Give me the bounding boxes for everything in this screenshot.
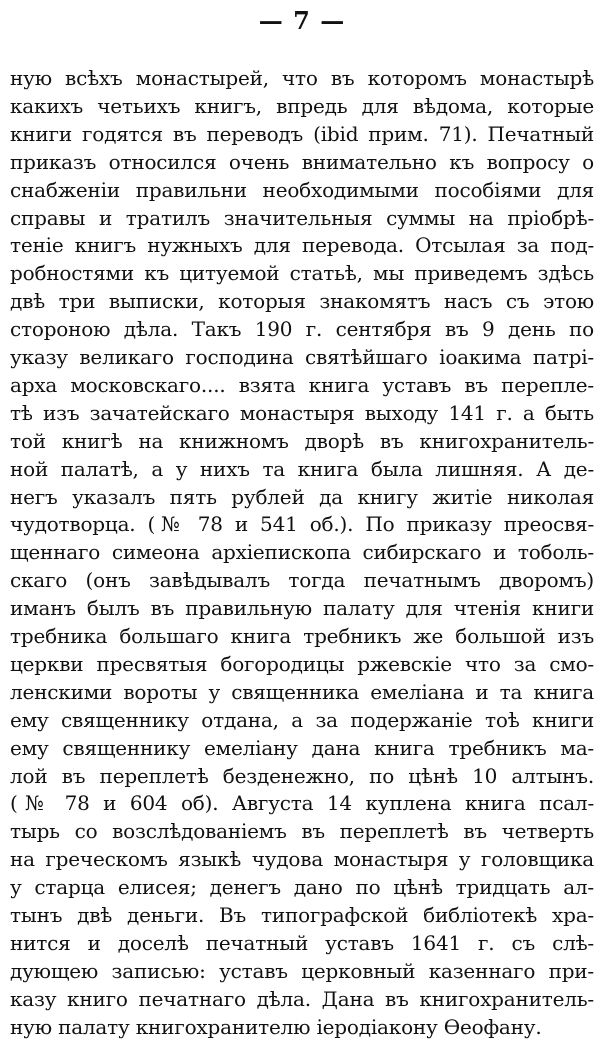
text-line: той книгѣ на книжномъ дворѣ въ книгохранитель- [10, 428, 594, 453]
text-line: тынъ двѣ деньги. Въ типографской библіотекѣ хра- [10, 903, 594, 927]
text-line: стороною дѣла. Такъ 190 г. сентября въ 9 день по [10, 317, 594, 342]
text-line: иманъ былъ въ правильную палату для чтенія книги [10, 596, 594, 621]
text-line: теніе книгъ нужныхъ для перевода. Отсылая за под- [10, 233, 594, 258]
text-line: скаго (онъ завѣдывалъ тогда печатнымъ дворомъ) [10, 568, 594, 593]
text-line: щеннаго симеона архіепископа сибирскаго и тоболь- [10, 540, 594, 565]
text-line: ную палату книгохранителю іеродіакону Ѳеофану. [10, 1014, 542, 1039]
text-line: ной палатѣ, а у нихъ та книга была лишняя. А де- [10, 456, 594, 481]
text-line: ему священнику емеліану дана книга требникъ ма- [10, 735, 594, 760]
text-line: у старца елисея; денегъ дано по цѣнѣ тридцать ал- [10, 875, 594, 900]
text-line: дующею записью: уставъ церковный казеннаго при- [10, 958, 594, 983]
text-line: справы и тратилъ значительныя суммы на пріобрѣ- [10, 205, 594, 230]
text-line: арха московскаго.... взята книга уставъ въ переплe- [10, 372, 594, 397]
text-line: тырь со возслѣдованіемъ въ переплетѣ въ четверть [10, 819, 594, 844]
text-line: приказъ относился очень внимательно къ вопросу о [10, 149, 594, 174]
text-line: тѣ изъ зачатейскаго монастыря выходу 141 г. а быть [10, 400, 594, 425]
text-line: на греческомъ языкѣ чудова монастыря у головщика [10, 847, 594, 872]
text-line: нится и доселѣ печатный уставъ 1641 г. съ слѣ- [10, 930, 594, 955]
page-number: — 7 — [258, 6, 346, 35]
text-line: (№ 78 и 604 об). Августа 14 куплена книга псал- [10, 791, 594, 816]
text-line: ную всѣхъ монастырей, что въ которомъ монастырѣ [10, 66, 594, 90]
text-line: робностями къ цитуемой статьѣ, мы приведемъ здѣсь [10, 261, 594, 286]
text-line: указу великаго господина святѣйшаго іоакима патрі- [10, 345, 594, 369]
text-line: казу книго печатнаго дѣла. Дана въ книгохранитель- [10, 986, 594, 1011]
text-line: книги годятся въ переводъ (ibid прим. 71). Печатный [10, 121, 594, 146]
text-line: ему священнику отдана, а за подержаніе тоѣ книги [10, 707, 594, 732]
text-line: негъ указалъ пять рублей да книгу житіе николая [10, 484, 594, 509]
text-line: какихъ четьихъ книгъ, впредь для вѣдома, которые [10, 93, 594, 118]
text-line: лой въ переплетѣ безденежно, по цѣнѣ 10 алтынъ. [10, 763, 594, 788]
text-line: снабженіи правильни необходимыми пособіями для [10, 177, 594, 202]
text-line: двѣ три выписки, которыя знакомятъ насъ съ этою [10, 289, 594, 314]
text-line: церкви пресвятыя богородицы ржевскіе что за смо- [10, 651, 594, 676]
text-line: чудотворца. (№ 78 и 541 об.). По приказу преосвя- [10, 512, 594, 537]
text-line: требника большаго книга требникъ же большой изъ [10, 624, 594, 648]
text-line: ленскими вороты у священника емеліана и та книга [10, 679, 594, 704]
